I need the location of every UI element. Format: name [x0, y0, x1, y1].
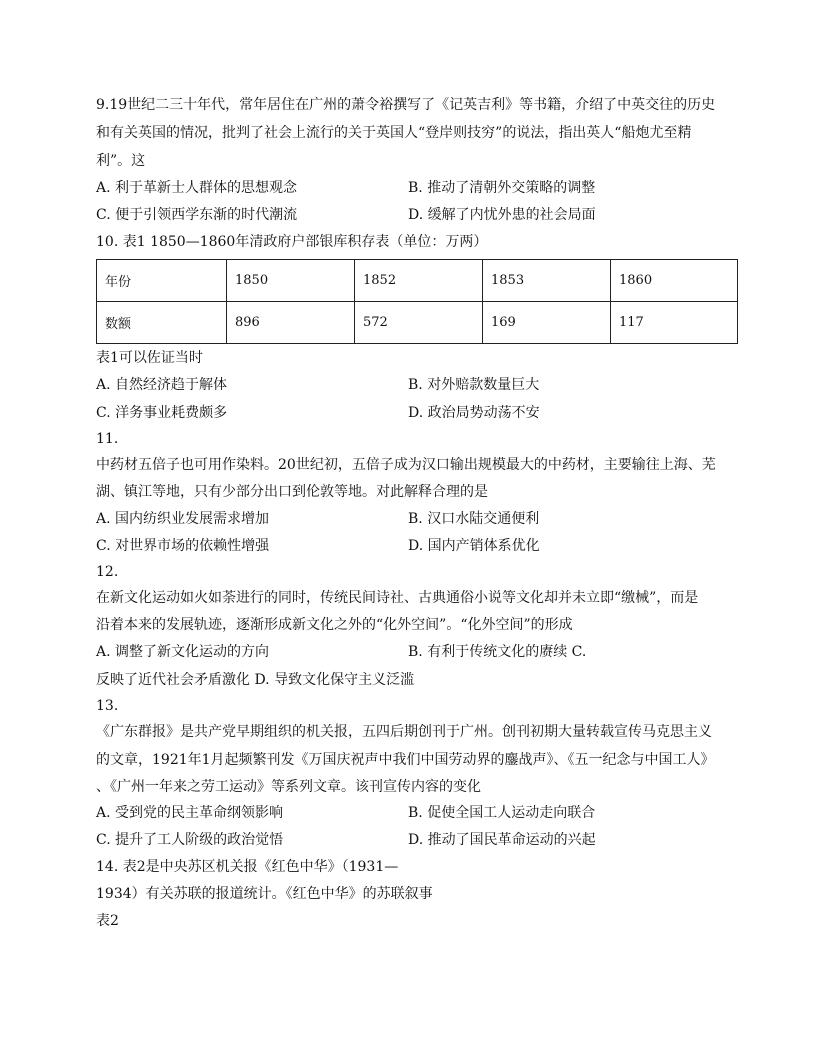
- table-cell: 169: [483, 302, 611, 344]
- q11-option-b: B. 汉口水陆交通便利: [408, 511, 540, 527]
- q13-number: 13.: [96, 698, 119, 714]
- q9-stem-line-1: 9.19世纪二三十年代，常年居住在广州的萧令裕撰写了《记英吉利》等书籍，介绍了中英交往的历史: [96, 97, 716, 113]
- q9-option-a: A. 利于革新士人群体的思想观念: [96, 180, 298, 196]
- table-cell: 896: [227, 302, 355, 344]
- q10-option-a: A. 自然经济趋于解体: [96, 377, 228, 393]
- q9-stem-line-3: 利”。这: [96, 153, 146, 169]
- q13-option-c: C. 提升了工人阶级的政治觉悟: [96, 832, 284, 848]
- q9-option-d: D. 缓解了内忧外患的社会局面: [408, 207, 596, 223]
- q12-stem-line-2: 沿着本来的发展轨迹，逐渐形成新文化之外的“化外空间”。“化外空间”的形成: [96, 617, 573, 633]
- q10-caption: 10. 表1 1850—1860年清政府户部银库积存表（单位：万两）: [96, 234, 488, 250]
- q12-number: 12.: [96, 564, 119, 580]
- q14-stem-line-1: 14. 表2是中央苏区机关报《红色中华》（1931—: [96, 859, 399, 875]
- q9-stem-line-2: 和有关英国的情况，批判了社会上流行的关于英国人“登岸则技穷”的说法，指出英人“船炮尤至精: [96, 125, 692, 141]
- table-cell: 117: [611, 302, 738, 344]
- table-row: [97, 302, 738, 344]
- table-cell: 1852: [355, 260, 483, 302]
- q10-stem: 表1可以佐证当时: [96, 350, 203, 366]
- q13-stem-line-1: 《广东群报》是共产党早期组织的机关报，五四后期创刊于广州。创刊初期大量转载宣传马克思主义: [96, 724, 712, 740]
- q9-option-c: C. 便于引领西学东渐的时代潮流: [96, 207, 298, 223]
- q13-option-a: A. 受到党的民主革命纲领影响: [96, 805, 284, 821]
- q10-table: [96, 259, 738, 344]
- table-cell: 1860: [611, 260, 738, 302]
- q9-option-b: B. 推动了清朝外交策略的调整: [408, 180, 596, 196]
- q11-option-c: C. 对世界市场的依赖性增强: [96, 538, 270, 554]
- q13-stem-line-3: 、《广州一年来之劳工运动》等系列文章。该刊宣传内容的变化: [96, 779, 481, 795]
- q13-stem-line-2: 的文章，1921年1月起频繁刊发《万国庆祝声中我们中国劳动界的鏖战声》、《五一纪念与中国工人》: [96, 752, 715, 768]
- q14-table-label: 表2: [96, 913, 119, 929]
- table-cell: 1853: [483, 260, 611, 302]
- q12-option-c-d: 反映了近代社会矛盾激化 D. 导致文化保守主义泛滥: [96, 672, 415, 688]
- table-cell: 572: [355, 302, 483, 344]
- q12-option-a: A. 调整了新文化运动的方向: [96, 644, 270, 660]
- q10-option-c: C. 洋务事业耗费颇多: [96, 405, 228, 421]
- q14-stem-line-2: 1934）有关苏联的报道统计。《红色中华》的苏联叙事: [96, 886, 433, 902]
- q11-option-a: A. 国内纺织业发展需求增加: [96, 511, 270, 527]
- q10-option-d: D. 政治局势动荡不安: [408, 405, 540, 421]
- q11-number: 11.: [96, 431, 119, 447]
- q11-stem-line-2: 湖、镇江等地，只有少部分出口到伦敦等地。对此解释合理的是: [96, 484, 488, 500]
- q11-option-d: D. 国内产销体系优化: [408, 538, 540, 554]
- q13-option-b: B. 促使全国工人运动走向联合: [408, 805, 596, 821]
- q13-option-d: D. 推动了国民革命运动的兴起: [408, 832, 596, 848]
- q11-stem-line-1: 中药材五倍子也可用作染料。20世纪初，五倍子成为汉口输出规模最大的中药材，主要输往上海、芜: [96, 457, 716, 473]
- table-cell: 年份: [97, 260, 227, 302]
- table-row: [97, 260, 738, 302]
- q12-option-b: B. 有利于传统文化的赓续 C.: [408, 644, 587, 660]
- q10-option-b: B. 对外赔款数量巨大: [408, 377, 540, 393]
- q12-stem-line-1: 在新文化运动如火如荼进行的同时，传统民间诗社、古典通俗小说等文化却并未立即“缴械”，而是: [96, 590, 699, 606]
- table-cell: 1850: [227, 260, 355, 302]
- table-cell: 数额: [97, 302, 227, 344]
